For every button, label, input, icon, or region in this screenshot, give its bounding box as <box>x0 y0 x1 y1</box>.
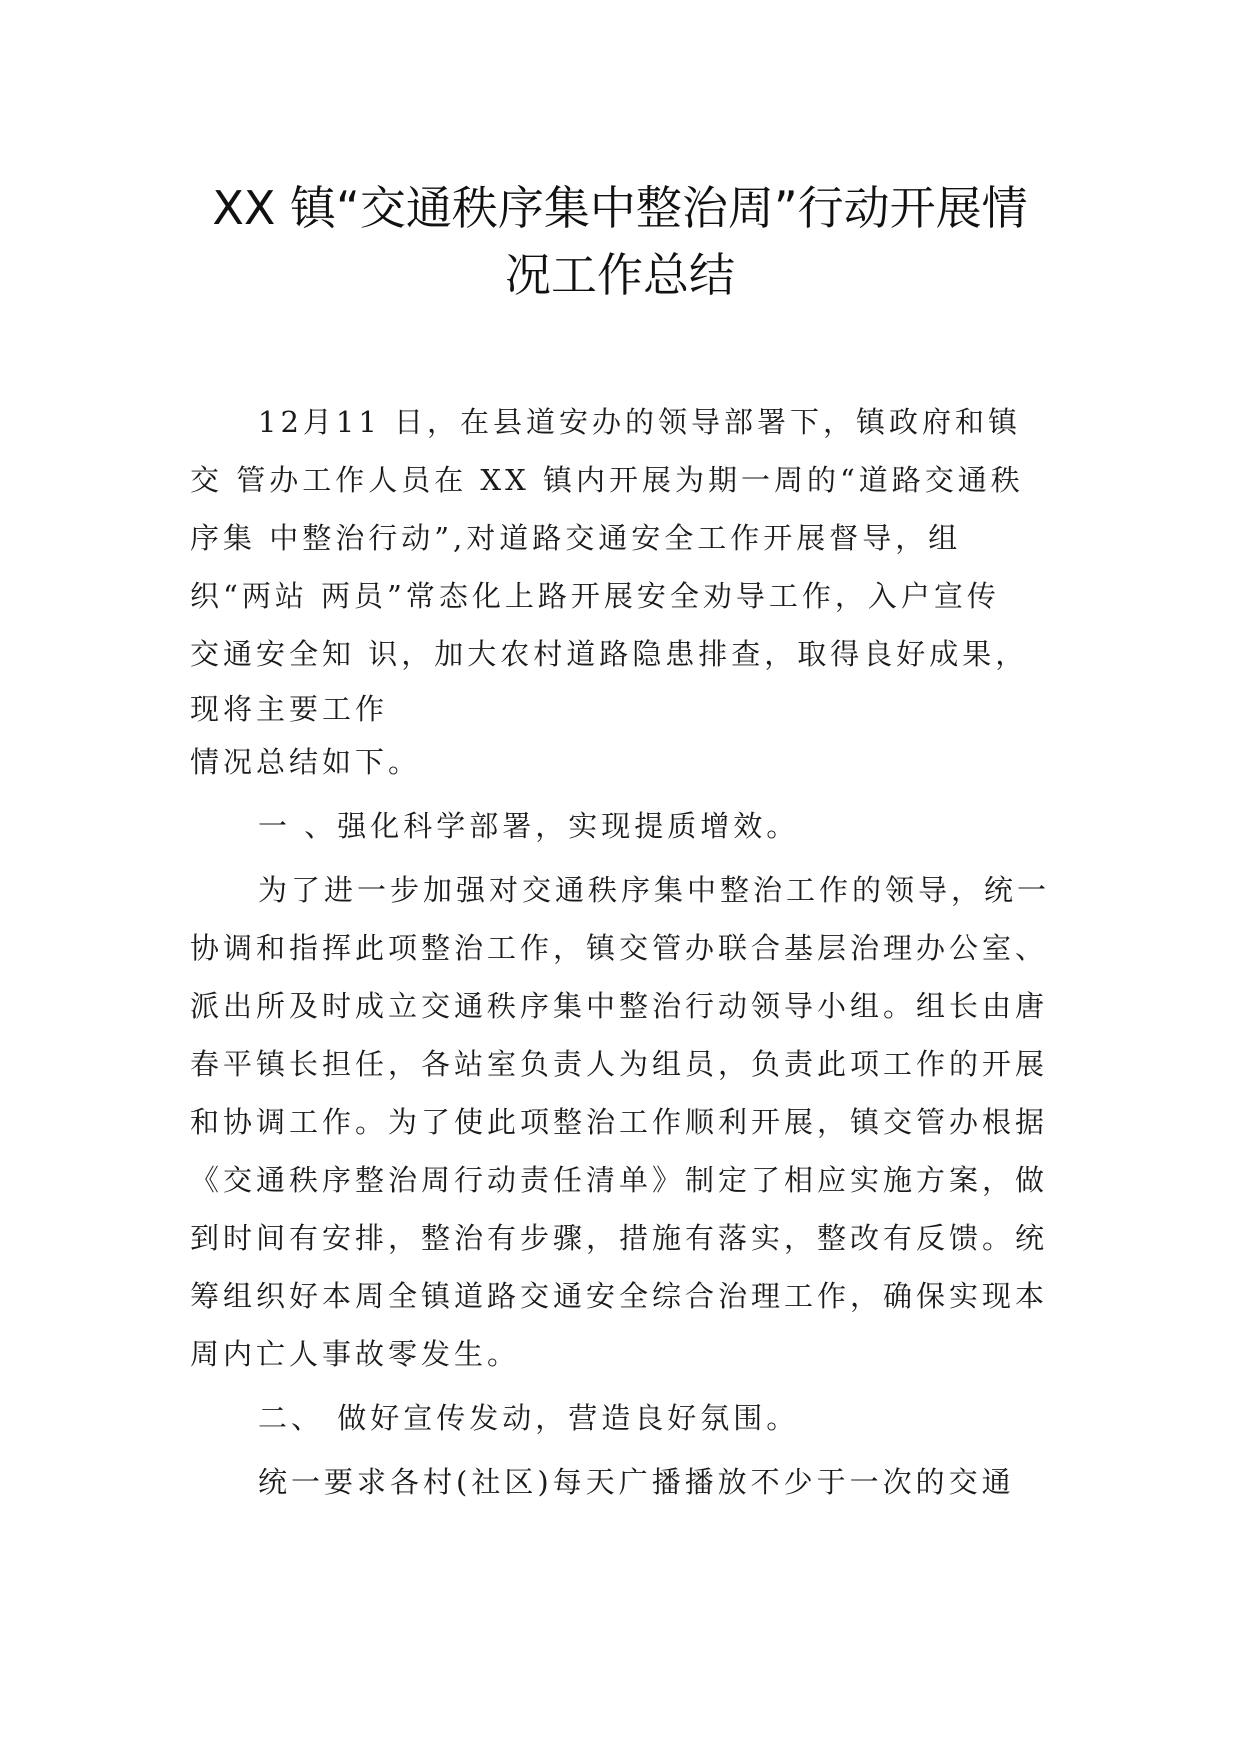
body-text-line: 12月11 日，在县道安办的领导部署下，镇政府和镇 <box>258 405 1022 439</box>
body-text-line: 周内亡人事故零发生。 <box>190 1337 521 1371</box>
body-text-line: 交 管办工作人员在 XX 镇内开展为期一周的“道路交通秩 <box>190 463 1024 497</box>
body-text-line: 序集 中整治行动”,对道路交通安全工作开展督导，组 <box>190 521 962 555</box>
document-title-line-2: 况工作总结 <box>505 248 735 302</box>
body-text-line: 织“两站 两员”常态化上路开展安全劝导工作，入户宣传 <box>190 579 1000 613</box>
body-text-line: 《交通秩序整治周行动责任清单》制定了相应实施方案，做 <box>190 1163 1049 1197</box>
body-text-line: 协调和指挥此项整治工作，镇交管办联合基层治理办公室、 <box>190 931 1049 965</box>
body-text-line: 筹组织好本周全镇道路交通安全综合治理工作，确保实现本 <box>190 1279 1049 1313</box>
body-text-line: 派出所及时成立交通秩序集中整治行动领导小组。组长由唐 <box>190 989 1049 1023</box>
body-text-line: 情况总结如下。 <box>190 745 422 779</box>
body-text-line: 现将主要工作 <box>190 692 389 726</box>
body-text-line: 交通安全知 识，加大农村道路隐患排查，取得良好成果， <box>190 637 1029 671</box>
body-text-line: 到时间有安排，整治有步骤，措施有落实，整改有反馈。统 <box>190 1221 1049 1255</box>
body-text-line: 春平镇长担任，各站室负责人为组员，负责此项工作的开展 <box>190 1047 1049 1081</box>
body-text-line: 和协调工作。为了使此项整治工作顺利开展，镇交管办根据 <box>190 1105 1049 1139</box>
body-text-line: 统一要求各村(社区)每天广播播放不少于一次的交通 <box>258 1465 1015 1499</box>
body-text-line: 为了进一步加强对交通秩序集中整治工作的领导，统一 <box>258 873 1051 907</box>
section-heading-1: 一 、强化科学部署，实现提质增效。 <box>258 809 800 843</box>
section-heading-2: 二、 做好宣传发动，营造良好氛围。 <box>258 1401 800 1435</box>
document-title-line-1: XX 镇“交通秩序集中整治周”行动开展情 <box>212 181 1028 235</box>
